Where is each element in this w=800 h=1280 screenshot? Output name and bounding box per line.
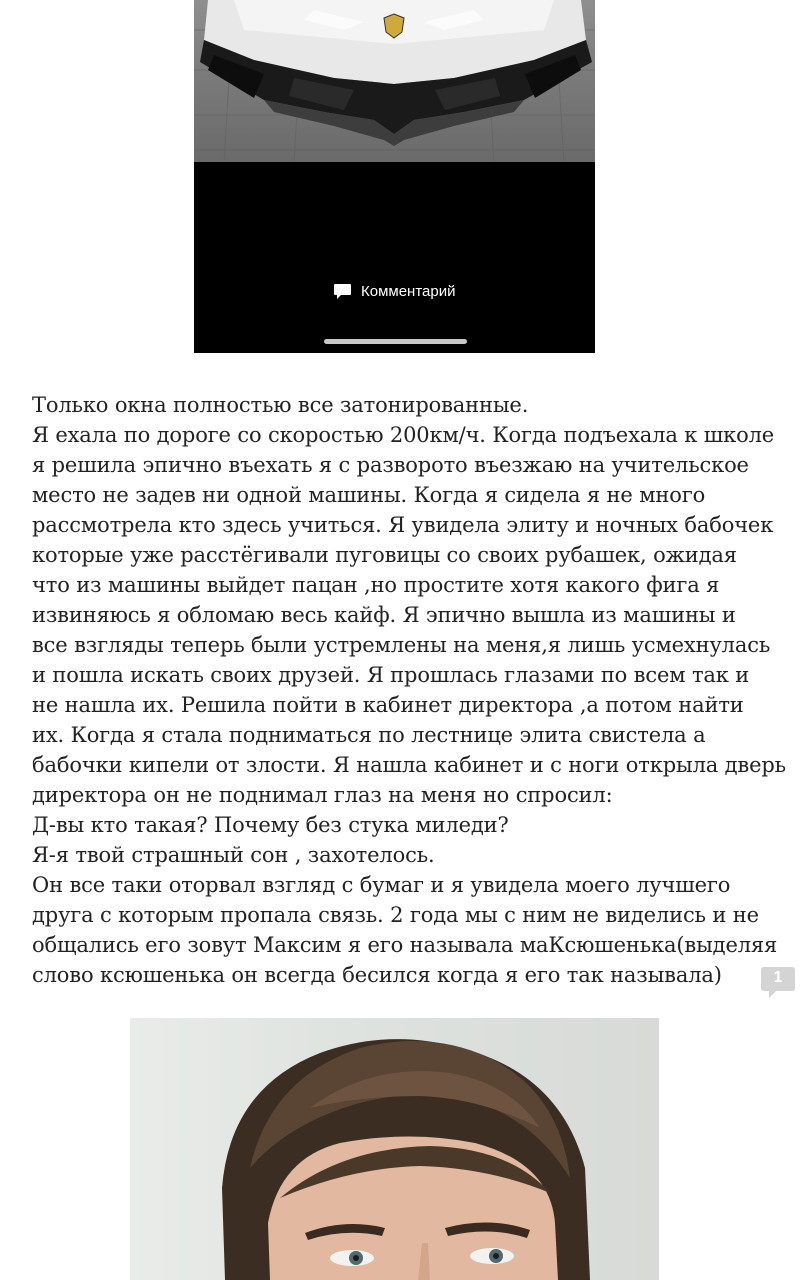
story-text [32, 390, 786, 990]
story-line: я решила эпично въехать я с разворото въезжаю на учительское [32, 453, 749, 477]
paragraph-comments-badge[interactable] [760, 966, 796, 1000]
story-line: их. Когда я стала подниматься по лестнице элита свистела а [32, 723, 706, 747]
story-line: рассмотрела кто здесь учиться. Я увидела элиту и ночных бабочек [32, 513, 774, 537]
portrait-photo [130, 1018, 659, 1280]
story-line: слово ксюшенька он всегда бесился когда я его так называла) [32, 963, 722, 987]
story-line: что из машины выйдет пацан ,но простите хотя какого фига я [32, 573, 720, 597]
speech-bubble-icon [333, 283, 352, 300]
story-line: Я-я твой страшный сон , захотелось. [32, 843, 435, 867]
story-line: директора он не поднимал глаз на меня но спросил: [32, 783, 613, 807]
story-line: не нашла их. Решила пойти в кабинет директора ,а потом найти [32, 693, 744, 717]
story-line: все взгляды теперь были устремлены на меня,я лишь усмехнулась [32, 633, 771, 657]
comment-label: Комментарий [361, 283, 456, 300]
story-line: место не задев ни одной машины. Когда я сидела я не много [32, 483, 706, 507]
story-line: которые уже расстёгивали пуговицы со своих рубашек, ожидая [32, 543, 737, 567]
embedded-screenshot [194, 0, 595, 353]
story-line: Д-вы кто такая? Почему без стука миледи? [32, 813, 509, 837]
story-line: Он все таки оторвал взгляд с бумаг и я увидела моего лучшего [32, 873, 731, 897]
story-line: извиняюсь я обломаю весь кайф. Я эпично вышла из машины и [32, 603, 736, 627]
comment-button[interactable] [333, 283, 455, 300]
comment-count: 1 [773, 969, 783, 986]
story-line: и пошла искать своих друзей. Я прошлась глазами по всем так и [32, 663, 750, 687]
home-indicator [324, 339, 467, 344]
story-line: друга с которым пропала связь. 2 года мы с ним не виделись и не [32, 903, 759, 927]
story-line: общались его зовут Максим я его называла маКсюшенька(выделяя [32, 933, 778, 957]
story-line: бабочки кипели от злости. Я нашла кабинет и с ноги открыла дверь [32, 753, 786, 777]
car-photo [194, 0, 595, 162]
story-line: Я ехала по дороге со скоростью 200км/ч. Когда подъехала к школе [32, 423, 775, 447]
story-line: Только окна полностью все затонированные. [32, 393, 529, 417]
